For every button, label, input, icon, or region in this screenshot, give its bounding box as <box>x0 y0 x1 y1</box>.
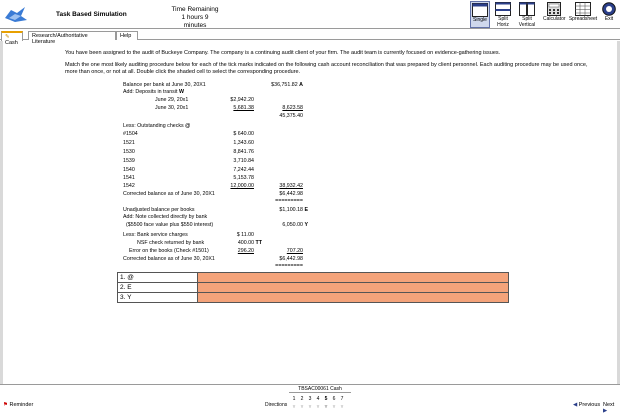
tick-mark-tt: TT <box>255 240 262 246</box>
tick-mark-a: A <box>299 82 303 88</box>
footer-bar <box>0 384 620 415</box>
split-horizontal-button[interactable] <box>492 1 514 28</box>
tab-help[interactable]: Help <box>116 31 138 40</box>
note-collected-value: 6,050.00 Y <box>282 222 308 228</box>
single-view-button[interactable] <box>470 1 490 28</box>
tab-cash-label: Cash <box>5 40 18 46</box>
tab-research[interactable]: Research/Authoritative Literature <box>28 31 116 40</box>
check-number: 1539 <box>123 158 135 164</box>
reminder-button[interactable] <box>3 402 33 408</box>
deposits-in-transit-label: Add: Deposits in transit W <box>123 89 184 95</box>
pencil-icon: ✎ <box>5 34 10 40</box>
note-collected-label: Add: Note collected directly by bank <box>123 214 208 220</box>
book-error-value: 296.20 <box>237 248 254 254</box>
instructions-paragraph-1: You have been assigned to the audit of Buckeye Company. The company is a continuing audit client of your firm. The audit team is currently focused on evidence-gathering issues. <box>65 50 501 56</box>
page-link[interactable]: 3 ▿ <box>306 395 314 413</box>
balance-per-bank-label: Balance per bank at June 30, 20X1 <box>123 82 206 88</box>
double-rule: ========= <box>275 263 303 269</box>
reconciliation-subtotal: 45,375.40 <box>279 113 303 119</box>
tab-bar <box>0 30 620 46</box>
page-marker-icon: ▿ <box>332 404 336 410</box>
time-remaining-value: 1 hours 9 minutes <box>181 14 209 29</box>
check-amount: 8,841.76 <box>233 149 254 155</box>
reminder-label: Reminder <box>9 402 34 408</box>
page-link[interactable]: 7 ▿ <box>338 395 346 413</box>
double-rule: ========= <box>275 198 303 204</box>
page-marker-icon: ▿ <box>292 404 296 410</box>
spreadsheet-icon <box>575 2 591 16</box>
cpa-logo-icon <box>3 4 29 26</box>
exit-button[interactable] <box>600 1 618 28</box>
check-amount: 1,343.60 <box>233 140 254 146</box>
check-number: 1540 <box>123 167 135 173</box>
answer-label: 1. @ <box>118 273 198 283</box>
corrected-balance-label: Corrected balance as of June 30, 20X1 <box>123 256 215 262</box>
split-vertical-button[interactable] <box>514 1 540 28</box>
tab-cash[interactable] <box>1 31 23 46</box>
page-link[interactable]: 6 ▿ <box>330 395 338 413</box>
answer-row <box>118 293 509 303</box>
deposit-date: June 29, 20x1 <box>155 97 189 103</box>
check-number: 1541 <box>123 175 135 181</box>
outstanding-checks-label: Less: Outstanding checks @ <box>123 123 191 129</box>
time-remaining <box>170 6 220 30</box>
page-marker-icon: ▿ <box>340 404 344 410</box>
deposit-amount: $2,942.20 <box>230 97 254 103</box>
nsf-check-value: 400.00 TT <box>237 240 262 246</box>
app-title: Task Based Simulation <box>56 11 127 18</box>
check-amount: 5,153.78 <box>233 175 254 181</box>
tick-mark-e: E <box>304 207 308 213</box>
exit-icon <box>602 2 616 16</box>
answer-row <box>118 273 509 283</box>
bank-charges-value: $ 11.00 <box>236 232 254 238</box>
page-marker-icon: ▿ <box>324 404 328 410</box>
unadjusted-balance-value: $1,100.18 E <box>279 207 308 213</box>
page-link[interactable]: 4 ▿ <box>314 395 322 413</box>
deposit-amount: 5,681.38 <box>233 105 254 111</box>
directions-button[interactable]: Directions <box>265 402 288 408</box>
next-button[interactable] <box>603 402 620 414</box>
unadjusted-balance-label: Unadjusted balance per books <box>123 207 195 213</box>
bank-charges-label: Less: Bank service charges <box>123 232 188 238</box>
deposits-total: 8,623.58 <box>282 105 303 111</box>
split-horizontal-label: Split Horiz <box>497 16 509 28</box>
note-collected-detail: ($5500 face value plus $550 interest) <box>126 222 214 228</box>
outstanding-checks-total: 38,932.42 <box>279 183 303 189</box>
arrow-left-icon: ◀ <box>573 402 578 408</box>
check-number: 1521 <box>123 140 135 146</box>
arrow-right-icon: ▶ <box>603 408 608 414</box>
next-label: Next <box>603 402 615 408</box>
flag-icon: ⚑ <box>3 402 8 408</box>
split-horizontal-icon <box>495 2 511 16</box>
split-vertical-icon <box>519 2 535 16</box>
deposit-date: June 30, 20x1 <box>155 105 189 111</box>
deductions-total: 707.20 <box>286 248 303 254</box>
content-pane <box>0 41 620 384</box>
page-link[interactable]: 2 ▿ <box>298 395 306 413</box>
question-id: TBSAC00061 Cash <box>289 386 351 393</box>
spreadsheet-label: Spreadsheet <box>568 16 598 22</box>
answer-label: 3. Y <box>118 293 198 303</box>
page-link[interactable]: 1 ▿ <box>290 395 298 413</box>
corrected-balance-value: $6,442.98 <box>279 256 303 262</box>
check-number: 1530 <box>123 149 135 155</box>
page-marker-icon: ▿ <box>308 404 312 410</box>
check-amount: 7,242.44 <box>233 167 254 173</box>
split-vertical-label: Split Vertical <box>518 16 536 28</box>
page-link-current[interactable]: 5 ▿ <box>322 395 330 413</box>
instructions-paragraph-2: Match the one most likely auditing procedure below for each of the tick marks indicated on the following cash account reconciliation that was prepared by client personnel. Each auditing procedure may be used once, more than once, or not at all. Double click the shaded cell to select the corresponding procedure. <box>65 62 588 75</box>
check-number: #1504 <box>123 131 138 137</box>
check-amount: $ 640.00 <box>233 131 254 137</box>
single-view-label: Single <box>473 17 487 23</box>
tick-mark-at: @ <box>185 123 191 129</box>
page-navigator <box>290 395 346 413</box>
answer-table <box>117 272 509 303</box>
check-amount: 3,710.84 <box>233 158 254 164</box>
page-marker-icon: ▿ <box>316 404 320 410</box>
calculator-label: Calculator <box>543 16 566 22</box>
book-error-label: Error on the books (Check #1501) <box>129 248 209 254</box>
check-amount: 12,000.00 <box>230 183 254 189</box>
previous-button[interactable] <box>573 402 600 408</box>
page-marker-icon: ▿ <box>300 404 304 410</box>
corrected-balance-label: Corrected balance as of June 30, 20X1 <box>123 191 215 197</box>
tick-mark-y: Y <box>304 222 308 228</box>
corrected-balance-value: $6,442.98 <box>279 191 303 197</box>
calculator-button[interactable] <box>543 1 565 28</box>
check-number: 1542 <box>123 183 135 189</box>
time-remaining-label: Time Remaining <box>171 6 219 13</box>
answer-cell[interactable] <box>198 283 509 293</box>
app-header <box>0 0 620 29</box>
single-window-icon <box>472 3 488 17</box>
calculator-icon <box>547 2 561 16</box>
answer-cell[interactable] <box>198 293 509 303</box>
tick-mark-w: W <box>178 89 184 95</box>
answer-row <box>118 283 509 293</box>
exit-label: Exit <box>604 16 614 22</box>
spreadsheet-button[interactable] <box>568 1 598 28</box>
balance-per-bank-value: $36,751.82 A <box>271 82 303 88</box>
nsf-check-label: NSF check returned by bank <box>137 240 205 246</box>
answer-label: 2. E <box>118 283 198 293</box>
answer-cell[interactable] <box>198 273 509 283</box>
previous-label: Previous <box>578 402 601 408</box>
